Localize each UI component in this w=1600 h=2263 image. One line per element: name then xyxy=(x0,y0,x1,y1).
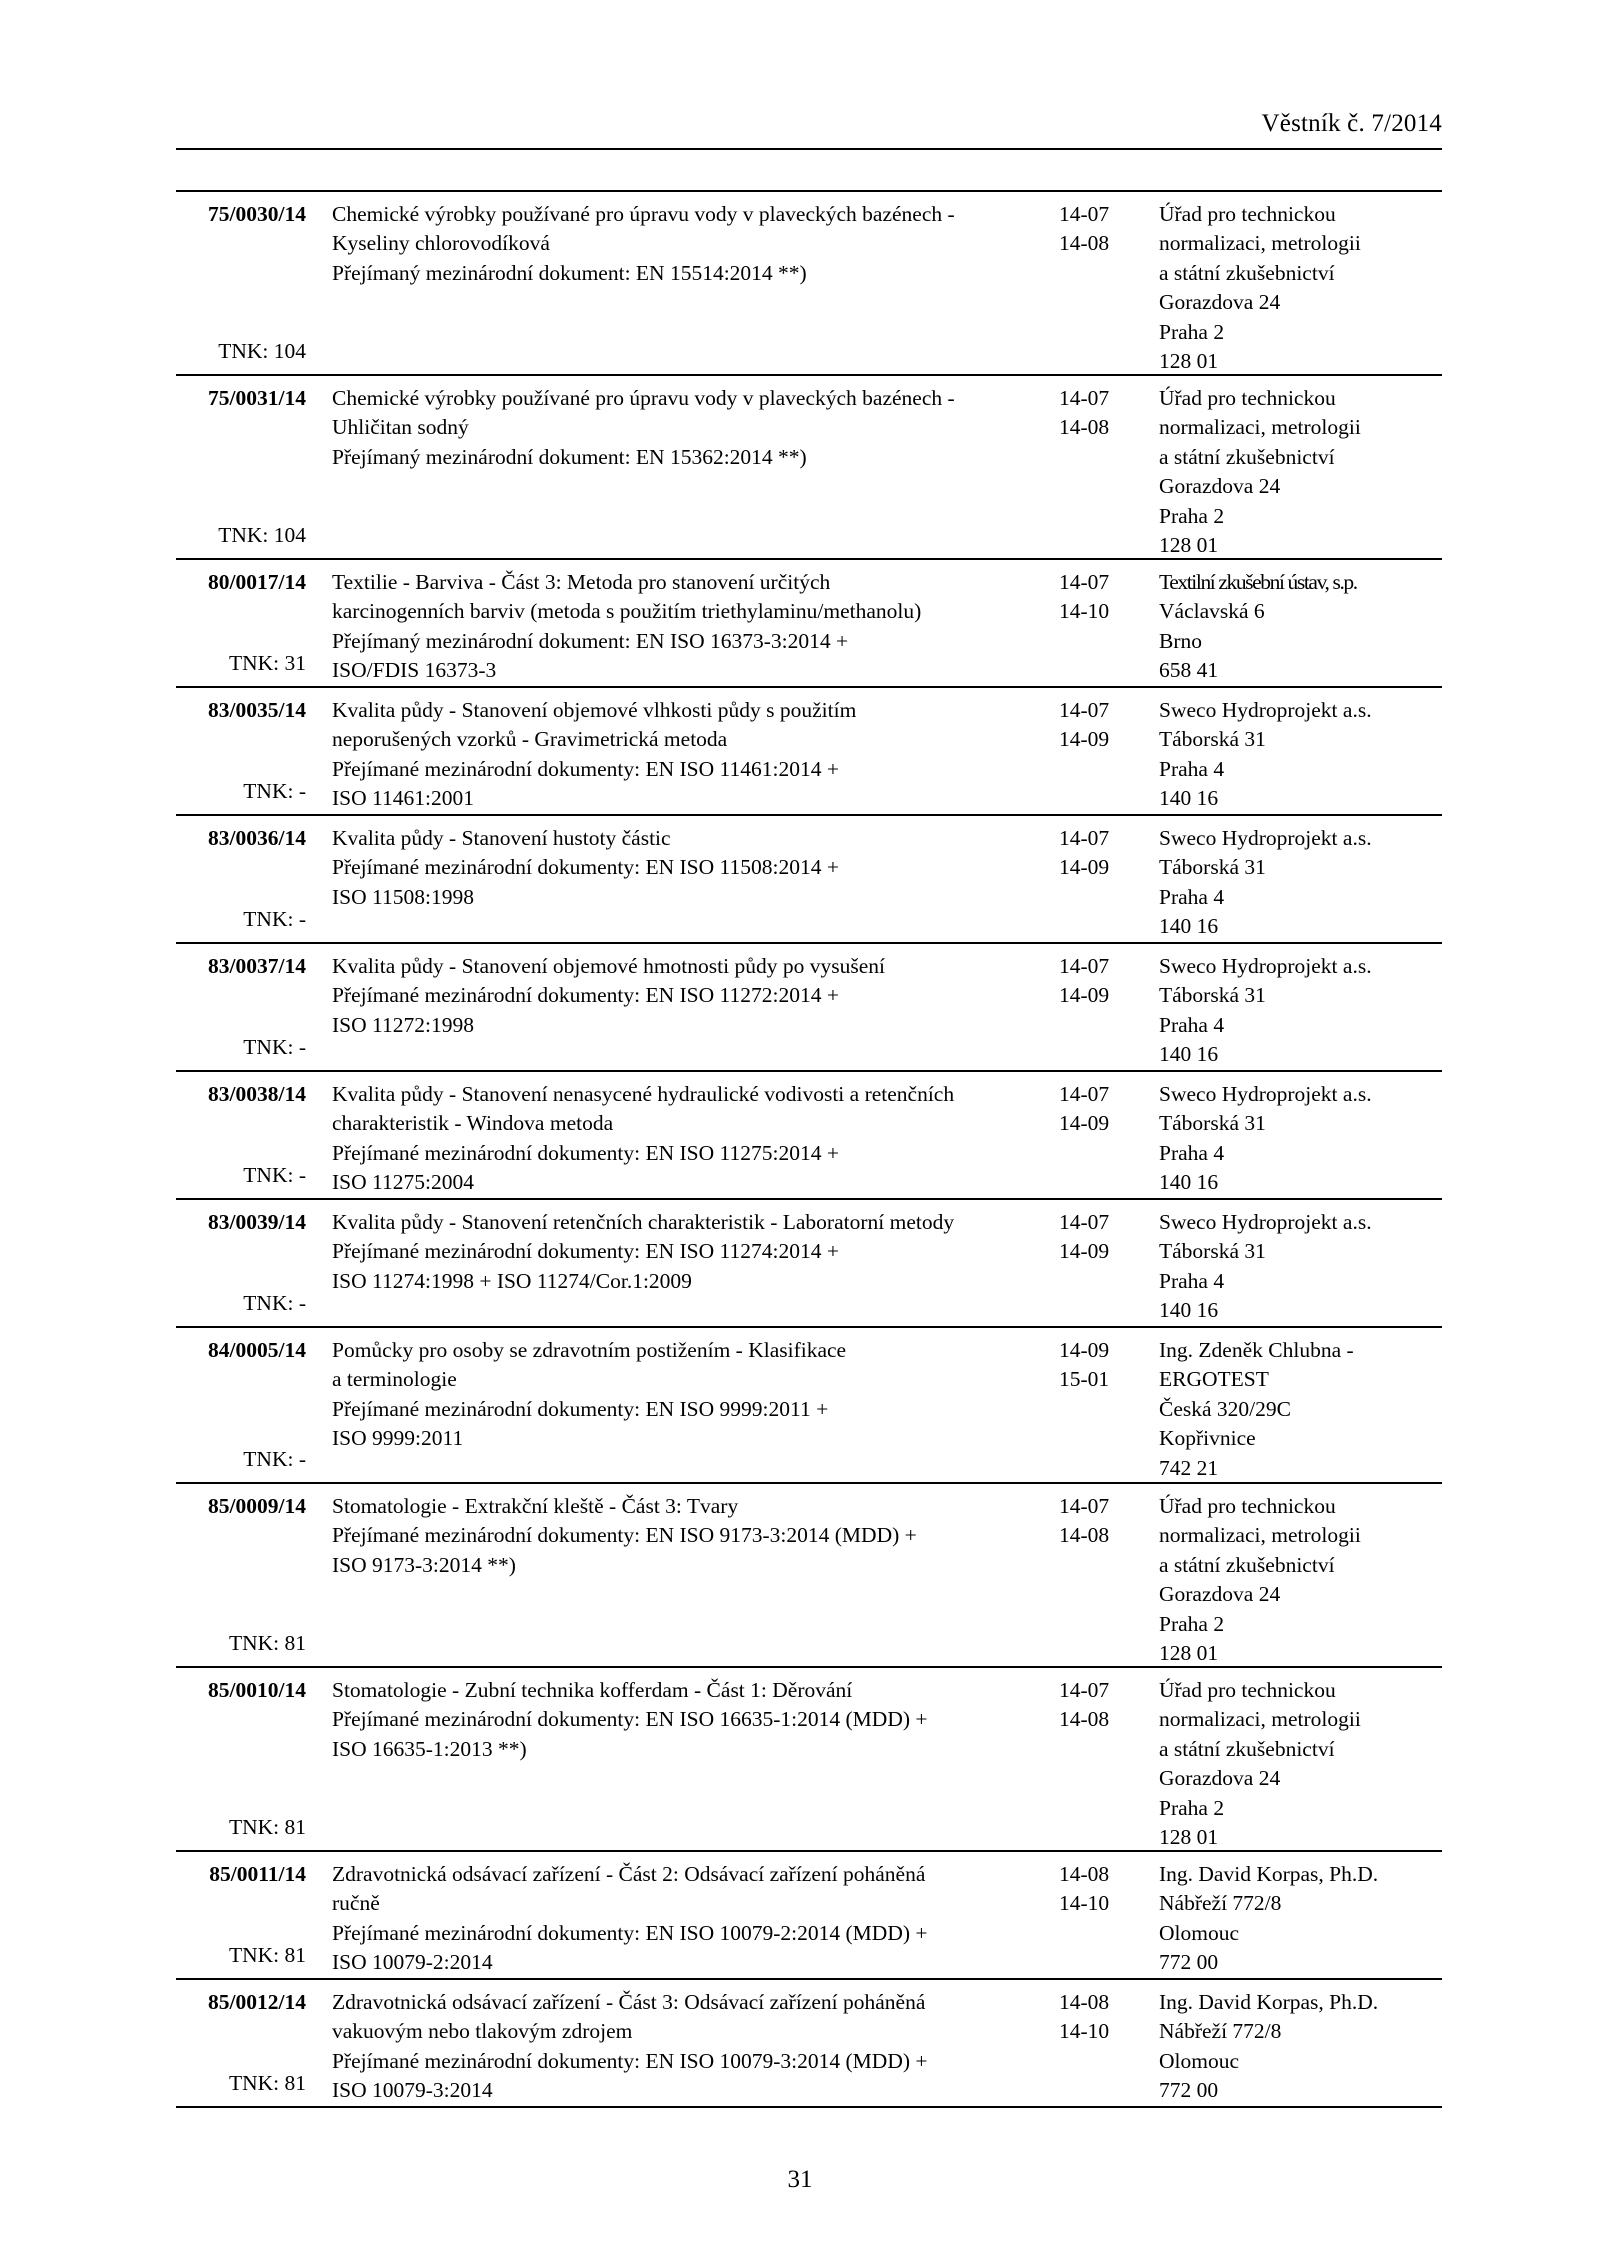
title-line: Uhličitan sodný xyxy=(332,415,469,440)
tnk-label: TNK: - xyxy=(243,1446,306,1471)
dates-cell xyxy=(1059,1988,1139,2047)
dates-cell xyxy=(1059,1860,1139,1919)
address-line: Sweco Hydroprojekt a.s. xyxy=(1159,698,1372,722)
address-line: 772 00 xyxy=(1159,1950,1219,1975)
title-line: ISO 16635-1:2013 **) xyxy=(332,1736,527,1761)
title-line: Přejímané mezinárodní dokumenty: EN ISO 9173-3:2014 (MDD) + xyxy=(332,1523,917,1548)
address-line: Nábřeží 772/8 xyxy=(1159,1891,1282,1916)
tnk-label: TNK: 104 xyxy=(218,522,306,547)
standard-id-cell xyxy=(176,696,306,806)
address-line: a státní zkušebnictví xyxy=(1159,260,1335,285)
table-row xyxy=(176,376,1442,560)
title-line: Přejímané mezinárodní dokumenty: EN ISO 16635-1:2014 (MDD) + xyxy=(332,1707,928,1732)
title-line: Přejímané mezinárodní dokumenty: EN ISO 10079-3:2014 (MDD) + xyxy=(332,2048,928,2073)
address-line: 658 41 xyxy=(1159,658,1219,683)
standards-table xyxy=(176,190,1442,2108)
end-date: 14-10 xyxy=(1059,599,1110,624)
start-date: 14-07 xyxy=(1059,1494,1110,1518)
title-line: Kvalita půdy - Stanovení retenčních charakteristik - Laboratorní metody xyxy=(332,1210,955,1234)
title-line: ISO 11272:1998 xyxy=(332,1012,474,1037)
address-line: 128 01 xyxy=(1159,349,1219,374)
table-row xyxy=(176,1484,1442,1668)
address-line: Olomouc xyxy=(1159,1920,1240,1945)
start-date: 14-07 xyxy=(1059,698,1110,722)
table-row xyxy=(176,192,1442,376)
standard-id-cell xyxy=(176,1988,306,2098)
processor-address-cell xyxy=(1159,1676,1442,1852)
standard-number: 75/0031/14 xyxy=(208,386,306,410)
address-line: 772 00 xyxy=(1159,2078,1219,2103)
standard-id-cell xyxy=(176,1080,306,1190)
start-date: 14-09 xyxy=(1059,1338,1110,1362)
tnk-label: TNK: 81 xyxy=(228,2070,306,2095)
title-line: ISO 9999:2011 xyxy=(332,1426,464,1451)
tnk-label: TNK: - xyxy=(243,1034,306,1059)
address-line: Sweco Hydroprojekt a.s. xyxy=(1159,826,1372,850)
title-line: Přejímané mezinárodní dokumenty: EN ISO 11461:2014 + xyxy=(332,756,839,781)
title-line: Přejímané mezinárodní dokumenty: EN ISO 11274:2014 + xyxy=(332,1239,839,1264)
address-line: Ing. David Korpas, Ph.D. xyxy=(1159,1990,1379,2014)
address-line: Václavská 6 xyxy=(1159,599,1265,624)
standard-id-cell xyxy=(176,1336,306,1474)
address-line: 140 16 xyxy=(1159,1170,1219,1195)
end-date: 14-08 xyxy=(1059,231,1110,256)
address-line: Sweco Hydroprojekt a.s. xyxy=(1159,1082,1372,1106)
address-line: normalizaci, metrologii xyxy=(1159,415,1361,440)
standard-id-cell xyxy=(176,1860,306,1970)
tnk-label: TNK: 31 xyxy=(228,650,306,675)
standard-number: 85/0009/14 xyxy=(208,1494,306,1518)
title-line: Přejímaný mezinárodní dokument: EN 15514:2014 **) xyxy=(332,260,807,285)
end-date: 15-01 xyxy=(1059,1367,1110,1392)
start-date: 14-07 xyxy=(1059,202,1110,226)
end-date: 14-08 xyxy=(1059,415,1110,440)
title-line: Chemické výrobky používané pro úpravu vody v plaveckých bazénech - xyxy=(332,202,955,226)
title-line: ISO 11461:2001 xyxy=(332,786,474,811)
table-row xyxy=(176,1328,1442,1484)
address-line: Táborská 31 xyxy=(1159,727,1266,752)
address-line: Táborská 31 xyxy=(1159,983,1266,1008)
end-date: 14-09 xyxy=(1059,727,1110,752)
tnk-label: TNK: - xyxy=(243,778,306,803)
journal-title: Věstník č. 7/2014 xyxy=(1261,110,1442,137)
title-line: Textilie - Barviva - Část 3: Metoda pro stanovení určitých xyxy=(332,570,831,594)
title-line: Přejímané mezinárodní dokumenty: EN ISO 9999:2011 + xyxy=(332,1396,829,1421)
address-line: 128 01 xyxy=(1159,1641,1219,1666)
address-line: Nábřeží 772/8 xyxy=(1159,2019,1282,2044)
standard-number: 83/0035/14 xyxy=(208,698,306,722)
dates-cell xyxy=(1059,200,1139,259)
address-line: normalizaci, metrologii xyxy=(1159,1523,1361,1548)
processor-address-cell xyxy=(1159,568,1442,686)
address-line: Táborská 31 xyxy=(1159,1111,1266,1136)
start-date: 14-07 xyxy=(1059,826,1110,850)
address-line: Gorazdova 24 xyxy=(1159,474,1281,499)
title-line: Přejímané mezinárodní dokumenty: EN ISO 11275:2014 + xyxy=(332,1140,839,1165)
address-line: Brno xyxy=(1159,628,1202,653)
start-date: 14-07 xyxy=(1059,386,1110,410)
title-line: Stomatologie - Extrakční kleště - Část 3: Tvary xyxy=(332,1494,739,1518)
address-line: 128 01 xyxy=(1159,1825,1219,1850)
end-date: 14-10 xyxy=(1059,2019,1110,2044)
title-line: ISO/FDIS 16373-3 xyxy=(332,658,497,683)
address-line: 140 16 xyxy=(1159,1042,1219,1067)
dates-cell xyxy=(1059,1336,1139,1395)
title-line: ISO 9173-3:2014 **) xyxy=(332,1552,516,1577)
dates-cell xyxy=(1059,384,1139,443)
address-line: Praha 2 xyxy=(1159,503,1225,528)
standard-id-cell xyxy=(176,568,306,678)
title-line: Kvalita půdy - Stanovení hustoty částic xyxy=(332,826,671,850)
tnk-label: TNK: 81 xyxy=(228,1630,306,1655)
standard-number: 84/0005/14 xyxy=(208,1338,306,1362)
dates-cell xyxy=(1059,1080,1139,1139)
processor-address-cell xyxy=(1159,824,1442,942)
standard-id-cell xyxy=(176,1676,306,1842)
title-line: neporušených vzorků - Gravimetrická metoda xyxy=(332,727,728,752)
address-line: Ing. Zdeněk Chlubna - xyxy=(1159,1338,1354,1362)
address-line: Praha 2 xyxy=(1159,1611,1225,1636)
address-line: Kopřivnice xyxy=(1159,1426,1256,1451)
address-line: 140 16 xyxy=(1159,786,1219,811)
tnk-label: TNK: 81 xyxy=(228,1814,306,1839)
table-row xyxy=(176,1200,1442,1328)
page-number: 31 xyxy=(787,2166,813,2193)
address-line: Praha 2 xyxy=(1159,1795,1225,1820)
address-line: Táborská 31 xyxy=(1159,1239,1266,1264)
address-line: Ing. David Korpas, Ph.D. xyxy=(1159,1862,1379,1886)
processor-address-cell xyxy=(1159,384,1442,560)
start-date: 14-08 xyxy=(1059,1990,1110,2014)
title-line: ISO 10079-2:2014 xyxy=(332,1950,493,1975)
title-line: Přejímaný mezinárodní dokument: EN ISO 16373-3:2014 + xyxy=(332,628,849,653)
address-line: Gorazdova 24 xyxy=(1159,1582,1281,1607)
standard-number: 83/0039/14 xyxy=(208,1210,306,1234)
processor-address-cell xyxy=(1159,1208,1442,1326)
table-row xyxy=(176,560,1442,688)
tnk-label: TNK: - xyxy=(243,1162,306,1187)
tnk-label: TNK: 81 xyxy=(228,1942,306,1967)
standard-id-cell xyxy=(176,952,306,1062)
address-line: Textilní zkušební ústav, s.p. xyxy=(1159,570,1357,594)
address-line: Sweco Hydroprojekt a.s. xyxy=(1159,954,1372,978)
title-line: vakuovým nebo tlakovým zdrojem xyxy=(332,2019,633,2044)
title-line: Kvalita půdy - Stanovení nenasycené hydraulické vodivosti a retenčních xyxy=(332,1082,955,1106)
dates-cell xyxy=(1059,1676,1139,1735)
title-line: Zdravotnická odsávací zařízení - Část 3: Odsávací zařízení poháněná xyxy=(332,1990,926,2014)
title-line: Přejímané mezinárodní dokumenty: EN ISO 11508:2014 + xyxy=(332,855,839,880)
title-line: Přejímané mezinárodní dokumenty: EN ISO 10079-2:2014 (MDD) + xyxy=(332,1920,928,1945)
processor-address-cell xyxy=(1159,952,1442,1070)
address-line: Úřad pro technickou xyxy=(1159,1494,1336,1518)
address-line: Úřad pro technickou xyxy=(1159,1678,1336,1702)
page-header xyxy=(176,108,1442,150)
standard-number: 85/0011/14 xyxy=(209,1862,306,1886)
address-line: Olomouc xyxy=(1159,2048,1240,2073)
table-row xyxy=(176,1980,1442,2108)
standard-id-cell xyxy=(176,1208,306,1318)
end-date: 14-09 xyxy=(1059,1111,1110,1136)
title-line: Chemické výrobky používané pro úpravu vody v plaveckých bazénech - xyxy=(332,386,955,410)
title-line: Přejímaný mezinárodní dokument: EN 15362:2014 **) xyxy=(332,444,807,469)
address-line: Česká 320/29C xyxy=(1159,1396,1291,1421)
table-row xyxy=(176,816,1442,944)
title-line: Kvalita půdy - Stanovení objemové hmotnosti půdy po vysušení xyxy=(332,954,885,978)
processor-address-cell xyxy=(1159,696,1442,814)
title-line: Pomůcky pro osoby se zdravotním postižením - Klasifikace xyxy=(332,1338,847,1362)
title-line: ISO 11275:2004 xyxy=(332,1170,474,1195)
table-row xyxy=(176,1072,1442,1200)
table-row xyxy=(176,688,1442,816)
start-date: 14-07 xyxy=(1059,570,1110,594)
address-line: normalizaci, metrologii xyxy=(1159,231,1361,256)
address-line: 128 01 xyxy=(1159,533,1219,558)
end-date: 14-09 xyxy=(1059,855,1110,880)
address-line: Gorazdova 24 xyxy=(1159,1766,1281,1791)
title-line: ISO 11274:1998 + ISO 11274/Cor.1:2009 xyxy=(332,1268,692,1293)
standard-id-cell xyxy=(176,824,306,934)
tnk-label: TNK: - xyxy=(243,1290,306,1315)
address-line: Praha 4 xyxy=(1159,1140,1225,1165)
processor-address-cell xyxy=(1159,200,1442,376)
title-line: Kyseliny chlorovodíková xyxy=(332,231,550,256)
address-line: Praha 4 xyxy=(1159,1012,1225,1037)
dates-cell xyxy=(1059,952,1139,1011)
standard-number: 85/0010/14 xyxy=(208,1678,306,1702)
address-line: normalizaci, metrologii xyxy=(1159,1707,1361,1732)
address-line: Úřad pro technickou xyxy=(1159,386,1336,410)
dates-cell xyxy=(1059,824,1139,883)
tnk-label: TNK: - xyxy=(243,906,306,931)
address-line: 140 16 xyxy=(1159,1298,1219,1323)
end-date: 14-08 xyxy=(1059,1707,1110,1732)
title-line: karcinogenních barviv (metoda s použitím triethylaminu/methanolu) xyxy=(332,599,922,624)
processor-address-cell xyxy=(1159,1492,1442,1668)
standard-number: 83/0038/14 xyxy=(208,1082,306,1106)
start-date: 14-07 xyxy=(1059,1082,1110,1106)
address-line: a státní zkušebnictví xyxy=(1159,1552,1335,1577)
table-row xyxy=(176,944,1442,1072)
title-line: Kvalita půdy - Stanovení objemové vlhkosti půdy s použitím xyxy=(332,698,857,722)
title-line: Zdravotnická odsávací zařízení - Část 2: Odsávací zařízení poháněná xyxy=(332,1862,926,1886)
tnk-label: TNK: 104 xyxy=(218,338,306,363)
address-line: Praha 2 xyxy=(1159,319,1225,344)
title-line: ISO 11508:1998 xyxy=(332,884,474,909)
start-date: 14-07 xyxy=(1059,1678,1110,1702)
end-date: 14-10 xyxy=(1059,1891,1110,1916)
address-line: Gorazdova 24 xyxy=(1159,290,1281,315)
standard-id-cell xyxy=(176,384,306,550)
title-line: ručně xyxy=(332,1891,380,1916)
title-line: ISO 10079-3:2014 xyxy=(332,2078,493,2103)
processor-address-cell xyxy=(1159,1336,1442,1483)
end-date: 14-09 xyxy=(1059,1239,1110,1264)
address-line: Praha 4 xyxy=(1159,756,1225,781)
standard-id-cell xyxy=(176,1492,306,1658)
standard-number: 83/0036/14 xyxy=(208,826,306,850)
processor-address-cell xyxy=(1159,1080,1442,1198)
title-line: a terminologie xyxy=(332,1367,457,1392)
standard-id-cell xyxy=(176,200,306,366)
processor-address-cell xyxy=(1159,1988,1442,2106)
start-date: 14-07 xyxy=(1059,954,1110,978)
title-line: Přejímané mezinárodní dokumenty: EN ISO 11272:2014 + xyxy=(332,983,839,1008)
end-date: 14-08 xyxy=(1059,1523,1110,1548)
address-line: Úřad pro technickou xyxy=(1159,202,1336,226)
dates-cell xyxy=(1059,1208,1139,1267)
dates-cell xyxy=(1059,568,1139,627)
address-line: Praha 4 xyxy=(1159,1268,1225,1293)
processor-address-cell xyxy=(1159,1860,1442,1978)
table-row xyxy=(176,1852,1442,1980)
address-line: a státní zkušebnictví xyxy=(1159,444,1335,469)
dates-cell xyxy=(1059,1492,1139,1551)
address-line: 742 21 xyxy=(1159,1455,1219,1480)
address-line: Táborská 31 xyxy=(1159,855,1266,880)
start-date: 14-08 xyxy=(1059,1862,1110,1886)
address-line: Praha 4 xyxy=(1159,884,1225,909)
standard-number: 80/0017/14 xyxy=(208,570,306,594)
address-line: ERGOTEST xyxy=(1159,1367,1269,1392)
dates-cell xyxy=(1059,696,1139,755)
start-date: 14-07 xyxy=(1059,1210,1110,1234)
standard-number: 75/0030/14 xyxy=(208,202,306,226)
address-line: a státní zkušebnictví xyxy=(1159,1736,1335,1761)
end-date: 14-09 xyxy=(1059,983,1110,1008)
table-row xyxy=(176,1668,1442,1852)
address-line: Sweco Hydroprojekt a.s. xyxy=(1159,1210,1372,1234)
title-line: charakteristik - Windova metoda xyxy=(332,1111,614,1136)
address-line: 140 16 xyxy=(1159,914,1219,939)
standard-number: 83/0037/14 xyxy=(208,954,306,978)
title-line: Stomatologie - Zubní technika kofferdam - Část 1: Děrování xyxy=(332,1678,853,1702)
standard-number: 85/0012/14 xyxy=(208,1990,306,2014)
